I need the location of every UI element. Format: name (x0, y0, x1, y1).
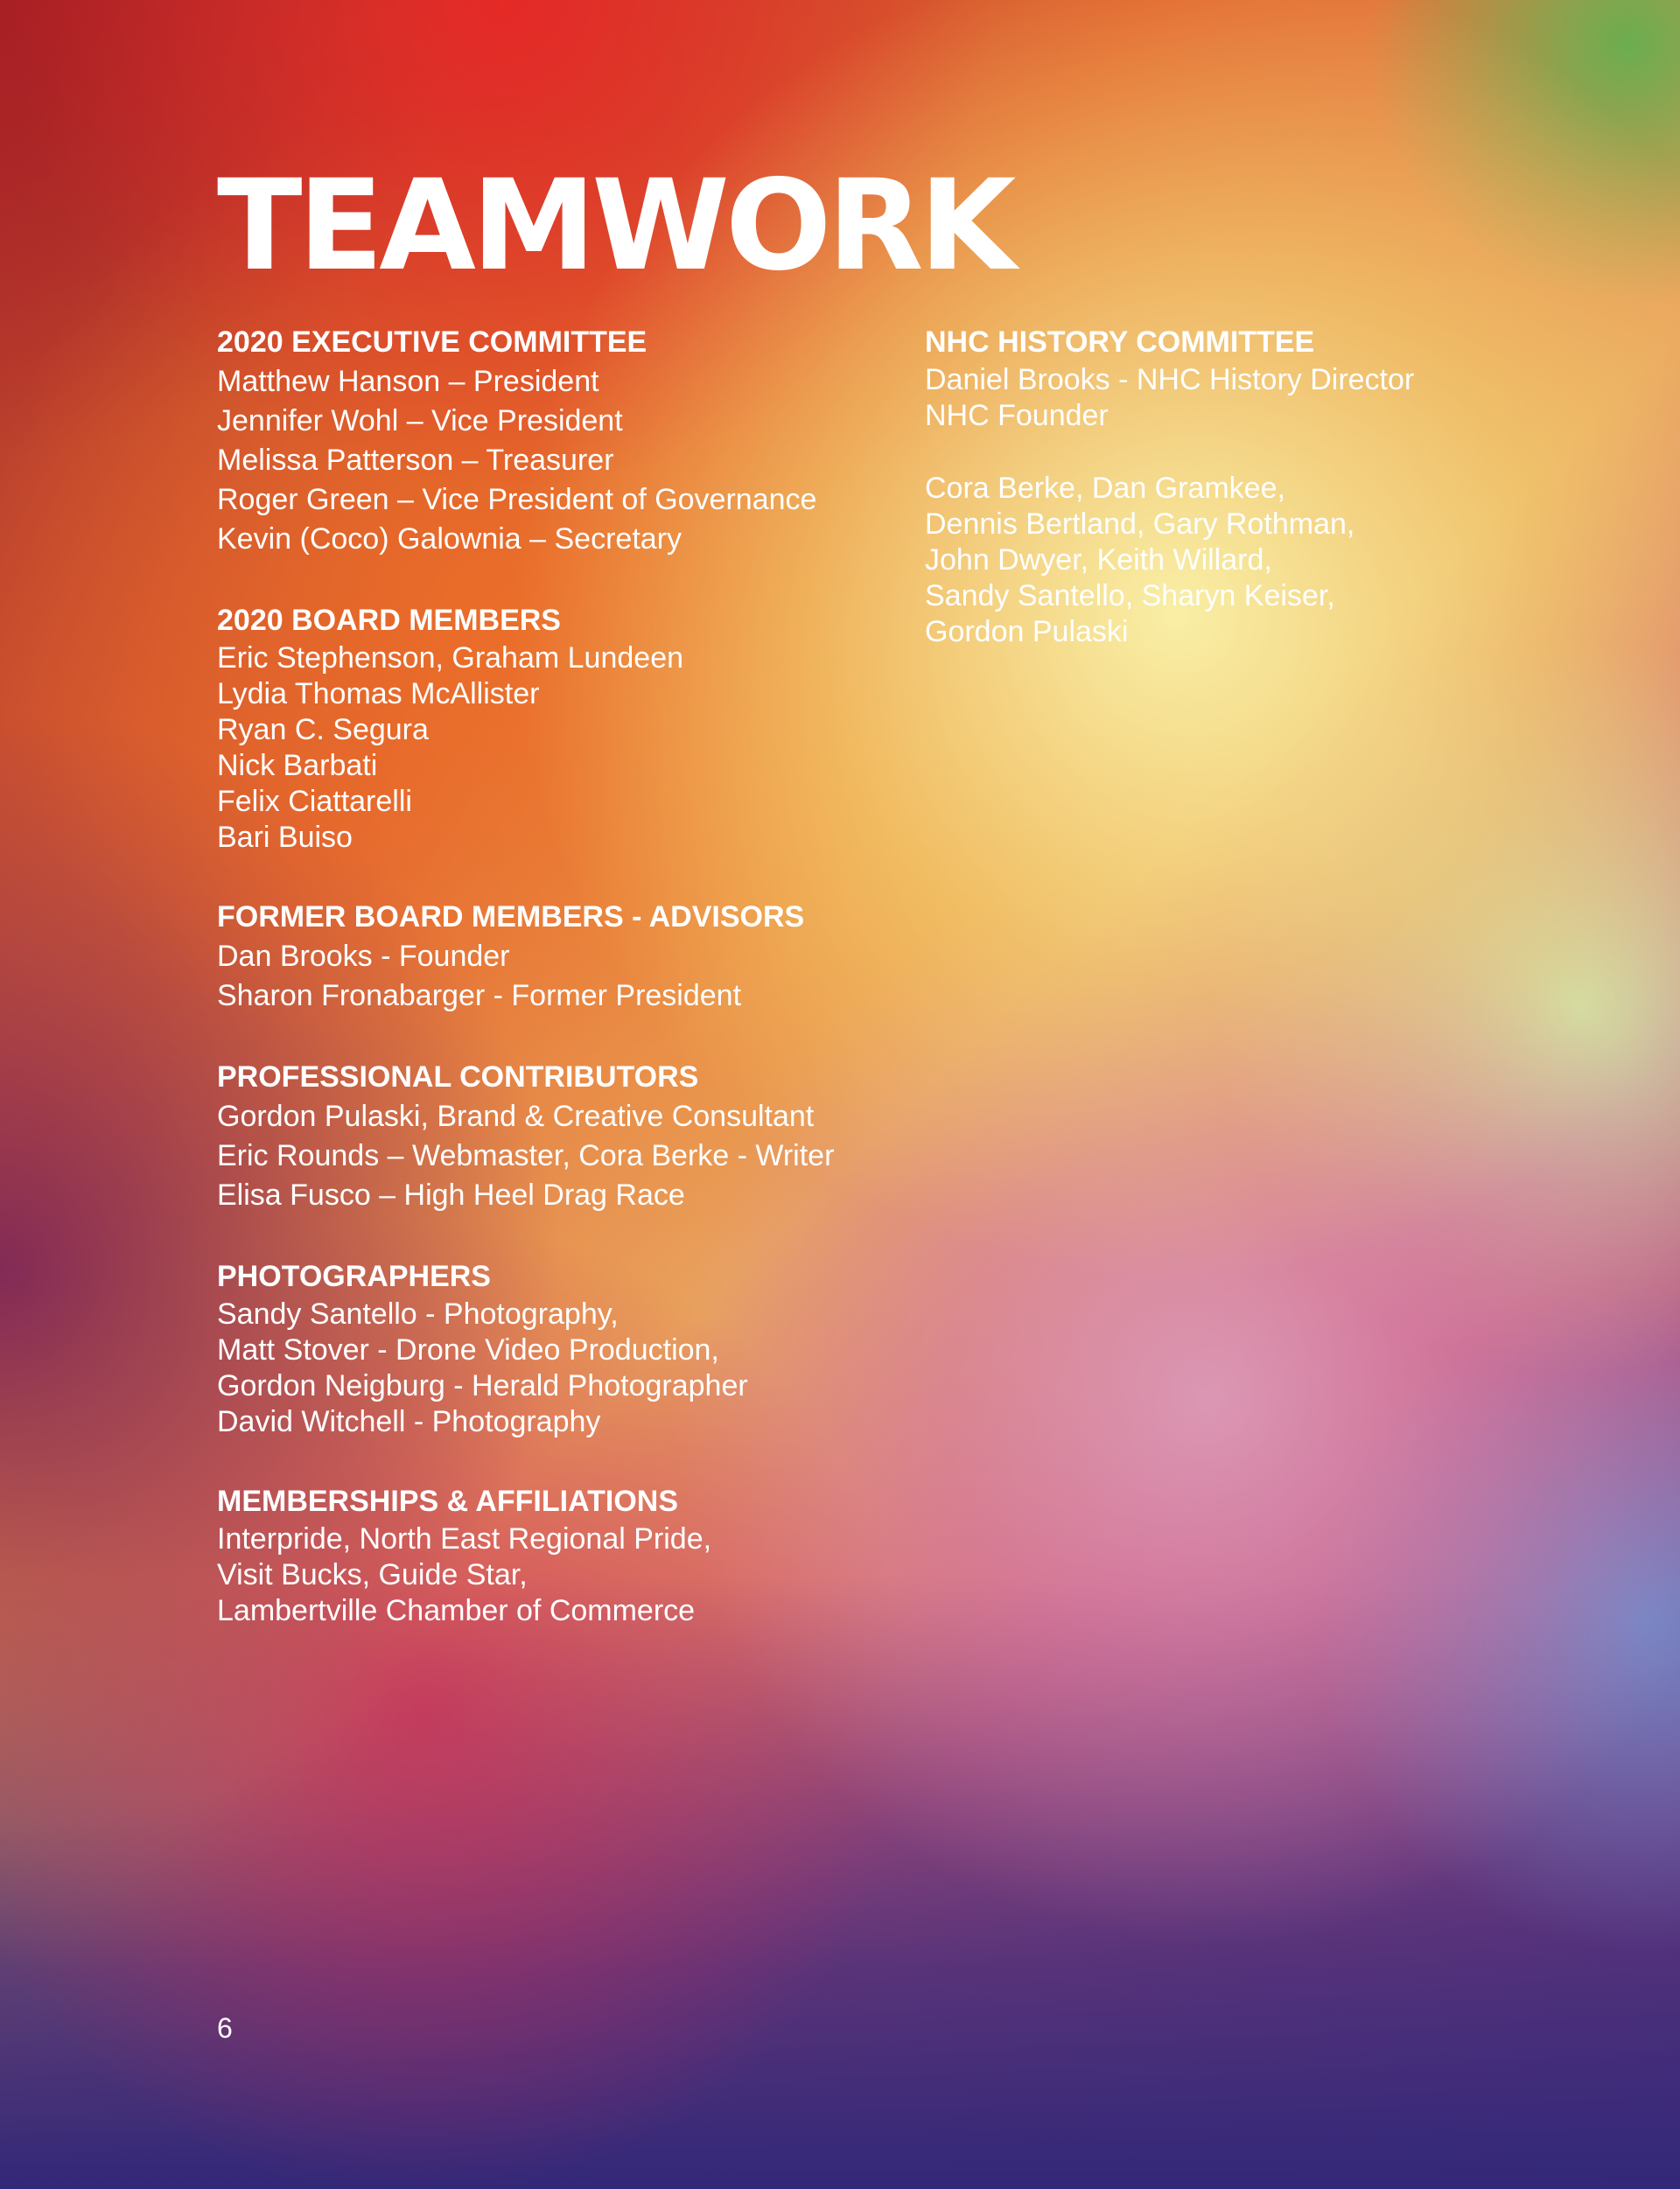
board-member: Bari Buiso (217, 821, 353, 854)
executive-committee-heading: 2020 EXECUTIVE COMMITTEE (217, 325, 648, 359)
photographers-section (217, 1256, 900, 1440)
board-member: Nick Barbati (217, 749, 378, 782)
photographer: Gordon Neigburg - Herald Photographer (217, 1369, 748, 1402)
history-committee-line: Daniel Brooks - NHC History Director (925, 363, 1415, 396)
professional-contributor: Gordon Pulaski, Brand & Creative Consultant (217, 1100, 815, 1133)
board-members-heading: 2020 BOARD MEMBERS (217, 604, 561, 637)
photographer: David Witchell - Photography (217, 1405, 601, 1438)
page-number: 6 (217, 2012, 233, 2044)
former-board-heading: FORMER BOARD MEMBERS - ADVISORS (217, 900, 805, 934)
former-board-member: Dan Brooks - Founder (217, 940, 510, 973)
executive-member: Roger Green – Vice President of Governance (217, 483, 817, 516)
board-member: Felix Ciattarelli (217, 785, 412, 818)
page-title: TEAMWORK (217, 152, 1012, 298)
professional-contributor: Eric Rounds – Webmaster, Cora Berke - Writer (217, 1139, 835, 1172)
memberships-heading: MEMBERSHIPS & AFFILIATIONS (217, 1485, 678, 1518)
membership: Interpride, North East Regional Pride, (217, 1522, 712, 1556)
history-committee-line: NHC Founder (925, 399, 1109, 432)
board-members-section (217, 600, 900, 856)
professional-contributors-heading: PROFESSIONAL CONTRIBUTORS (217, 1060, 699, 1094)
memberships-section (217, 1481, 900, 1629)
former-board-member: Sharon Fronabarger - Former President (217, 979, 742, 1012)
professional-contributors-section (217, 1057, 900, 1215)
membership: Visit Bucks, Guide Star, (217, 1558, 528, 1591)
executive-member: Kevin (Coco) Galownia – Secretary (217, 522, 682, 556)
board-member: Ryan C. Segura (217, 713, 429, 746)
history-committee-member: Sandy Santello, Sharyn Keiser, (925, 579, 1335, 612)
photographer: Matt Stover - Drone Video Production, (217, 1333, 719, 1367)
history-committee-member: John Dwyer, Keith Willard, (925, 543, 1272, 577)
left-column (217, 322, 900, 1629)
history-committee-member: Cora Berke, Dan Gramkee, (925, 472, 1285, 505)
former-board-section (217, 897, 900, 1016)
section-spacer (925, 434, 1537, 471)
board-member: Eric Stephenson, Graham Lundeen (217, 641, 684, 675)
executive-committee-section (217, 322, 900, 559)
history-committee-member: Dennis Bertland, Gary Rothman, (925, 507, 1355, 541)
history-committee-section (925, 322, 1537, 650)
professional-contributor: Elisa Fusco – High Heel Drag Race (217, 1178, 685, 1212)
executive-member: Jennifer Wohl – Vice President (217, 404, 623, 437)
history-committee-heading: NHC HISTORY COMMITTEE (925, 325, 1315, 359)
history-committee-member: Gordon Pulaski (925, 615, 1129, 648)
right-column (925, 322, 1537, 650)
photographers-heading: PHOTOGRAPHERS (217, 1260, 491, 1293)
membership: Lambertville Chamber of Commerce (217, 1594, 696, 1627)
executive-member: Matthew Hanson – President (217, 365, 599, 398)
executive-member: Melissa Patterson – Treasurer (217, 444, 614, 477)
photographer: Sandy Santello - Photography, (217, 1297, 619, 1331)
board-member: Lydia Thomas McAllister (217, 677, 540, 710)
